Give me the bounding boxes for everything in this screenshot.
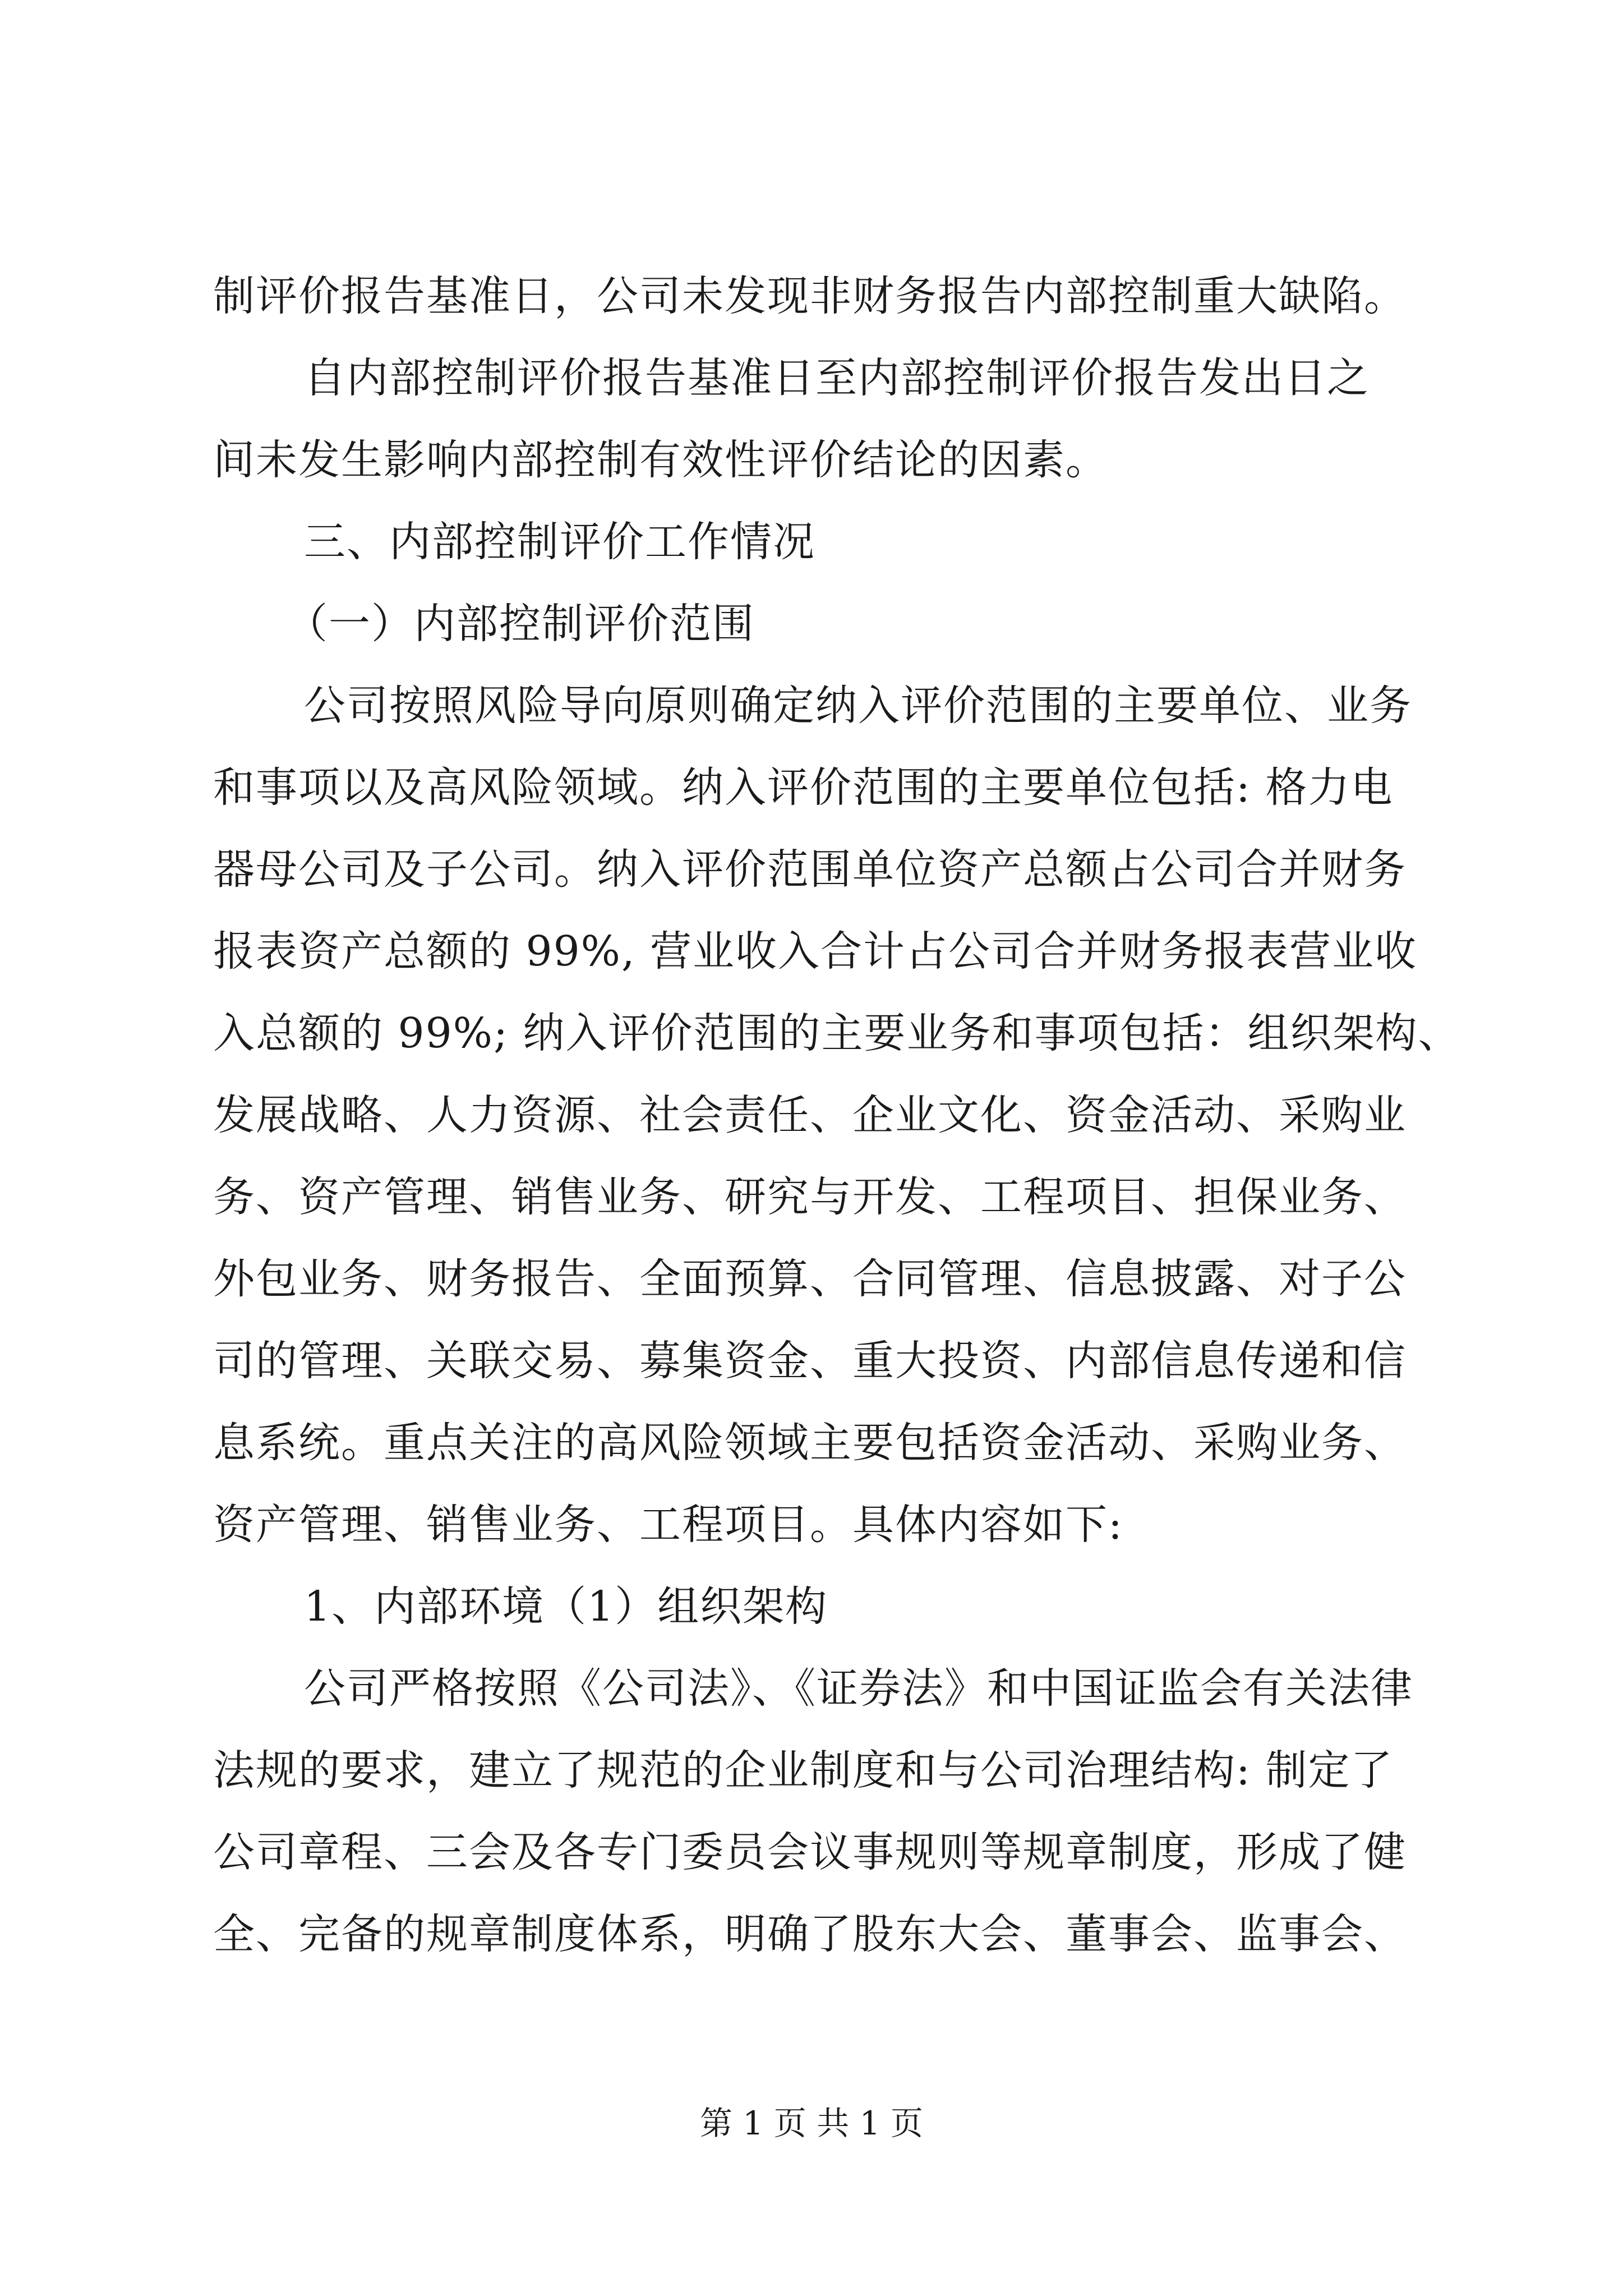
page-footer: 第 1 页 共 1 页 — [700, 2104, 923, 2142]
section-heading: 三、内部控制评价工作情况 — [304, 518, 815, 566]
paragraph-line: 和事项以及高风险领域。纳入评价范围的主要单位包括: 格力电 — [213, 763, 1394, 812]
paragraph-line: 公司按照风险导向原则确定纳入评价范围的主要单位、业务 — [304, 682, 1412, 730]
paragraph-line: 司的管理、关联交易、募集资金、重大投资、内部信息传递和信 — [213, 1337, 1407, 1385]
document-body — [213, 255, 1461, 1975]
paragraph-line: 法规的要求，建立了规范的企业制度和与公司治理结构: 制定了 — [213, 1746, 1394, 1795]
paragraph-line: 资产管理、销售业务、工程项目。具体内容如下: — [213, 1501, 1123, 1549]
paragraph-line: 公司严格按照《公司法》、《证券法》和中国证监会有关法律 — [304, 1664, 1413, 1713]
paragraph-line: 入总额的 99%; 纳入评价范围的主要业务和事项包括：组织架构、 — [213, 1009, 1461, 1057]
paragraph-line: 发展战略、人力资源、社会责任、企业文化、资金活动、采购业 — [213, 1091, 1407, 1139]
subsection-heading: （一）内部控制评价范围 — [286, 600, 755, 648]
paragraph-line: 公司章程、三会及各专门委员会议事规则等规章制度，形成了健 — [213, 1828, 1407, 1876]
paragraph-line: 报表资产总额的 99%, 营业收入合计占公司合并财务报表营业收 — [213, 927, 1418, 976]
paragraph-line: 器母公司及子公司。纳入评价范围单位资产总额占公司合并财务 — [213, 845, 1407, 894]
paragraph-line: 务、资产管理、销售业务、研究与开发、工程项目、担保业务、 — [213, 1173, 1407, 1221]
paragraph-line: 外包业务、财务报告、全面预算、合同管理、信息披露、对子公 — [213, 1255, 1407, 1303]
paragraph-line: 间未发生影响内部控制有效性评价结论的因素。 — [213, 436, 1108, 484]
paragraph-line: 息系统。重点关注的高风险领域主要包括资金活动、采购业务、 — [213, 1419, 1407, 1467]
paragraph-line: 制评价报告基准日，公司未发现非财务报告内部控制重大缺陷。 — [213, 272, 1407, 320]
subsection-heading: 1、内部环境（1）组织架构 — [304, 1582, 828, 1631]
paragraph-line: 自内部控制评价报告基准日至内部控制评价报告发出日之 — [304, 354, 1370, 402]
paragraph-line: 全、完备的规章制度体系，明确了股东大会、董事会、监事会、 — [213, 1910, 1407, 1958]
